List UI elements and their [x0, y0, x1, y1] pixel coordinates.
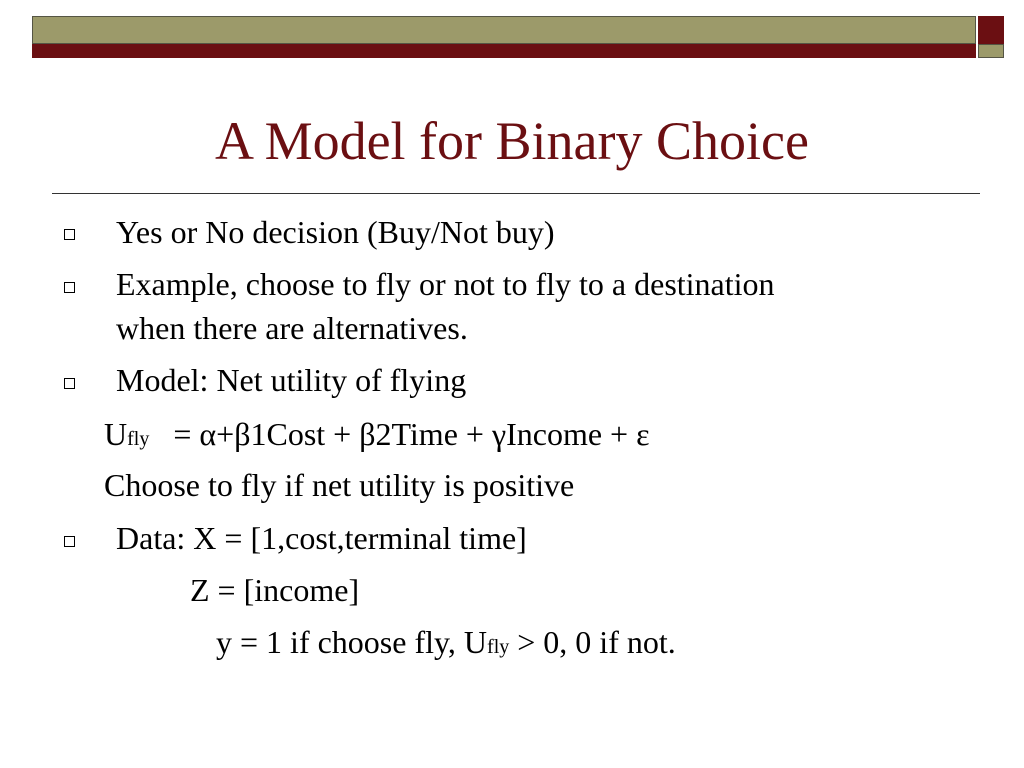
bullet-text: Yes or No decision (Buy/Not buy): [116, 214, 555, 250]
y-line-text: y = 1 if choose fly, U: [216, 624, 488, 660]
bullet-text: Data: X = [1,cost,terminal time]: [116, 520, 527, 556]
bullet-square-icon: [64, 229, 75, 240]
spacer: [149, 416, 173, 452]
data-z-line: Z = [income]: [190, 572, 360, 608]
header-bar-maroon: [32, 44, 976, 58]
bullet-text: Example, choose to fly or not to fly to a destination: [116, 266, 775, 302]
y-line-tail: > 0, 0 if not.: [509, 624, 676, 660]
header-square-maroon: [978, 16, 1004, 44]
bullet-square-icon: [64, 536, 75, 547]
header-bar-olive: [32, 16, 976, 44]
data-y-line: [216, 626, 676, 658]
y-line-subscript: fly: [487, 636, 510, 658]
choose-rule-text: Choose to fly if net utility is positive: [104, 467, 575, 503]
bullet-square-icon: [64, 282, 75, 293]
bullet-text-continuation: when there are alternatives.: [116, 310, 468, 346]
bullet-square-icon: [64, 378, 75, 389]
title-divider: [52, 193, 980, 194]
model-rhs: = α+β1Cost + β2Time + γIncome + ε: [173, 416, 650, 452]
utility-symbol: U: [104, 416, 128, 452]
header-square-olive: [978, 44, 1004, 58]
bullet-text: Model: Net utility of flying: [116, 362, 467, 398]
model-equation: [104, 418, 650, 450]
utility-subscript: fly: [127, 428, 150, 450]
slide-title: A Model for Binary Choice: [215, 111, 809, 171]
